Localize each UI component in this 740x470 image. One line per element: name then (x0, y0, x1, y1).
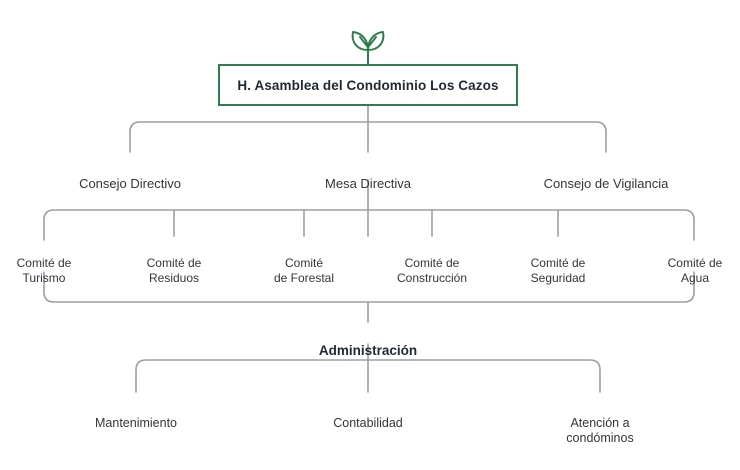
node-label: Comité de Forestal (273, 256, 335, 285)
node-label: Consejo Directivo (79, 176, 181, 192)
node-label: Comité de Residuos (146, 256, 202, 285)
node-comite-agua[interactable] (650, 241, 740, 286)
node-consejo-de-vigilancia[interactable] (526, 160, 686, 193)
node-label: Mesa Directiva (325, 176, 411, 192)
node-label: Comité de Seguridad (530, 256, 586, 285)
node-label: Consejo de Vigilancia (543, 176, 669, 192)
node-comite-turismo[interactable] (0, 241, 88, 286)
node-label: Mantenimiento (95, 415, 177, 430)
node-label: Contabilidad (333, 415, 403, 430)
node-mesa-directiva[interactable] (288, 160, 448, 193)
node-consejo-directivo[interactable] (50, 160, 210, 193)
node-label: Administración (318, 342, 418, 358)
node-comite-seguridad[interactable] (506, 241, 610, 286)
node-comite-construccion[interactable] (376, 241, 488, 286)
root-node[interactable] (218, 64, 518, 106)
node-label: Comité de Turismo (16, 256, 72, 285)
node-label: Comité de Construcción (396, 256, 468, 285)
node-mantenimiento[interactable] (56, 400, 216, 431)
node-label: Atención a condóminos (566, 415, 634, 446)
node-atencion-condominos[interactable] (520, 400, 680, 447)
node-label: Comité de Agua (667, 256, 723, 285)
node-contabilidad[interactable] (288, 400, 448, 431)
node-comite-forestal[interactable] (252, 241, 356, 286)
node-administracion[interactable] (288, 326, 448, 360)
root-node-label: H. Asamblea del Condominio Los Cazos (237, 77, 499, 93)
node-comite-residuos[interactable] (124, 241, 224, 286)
